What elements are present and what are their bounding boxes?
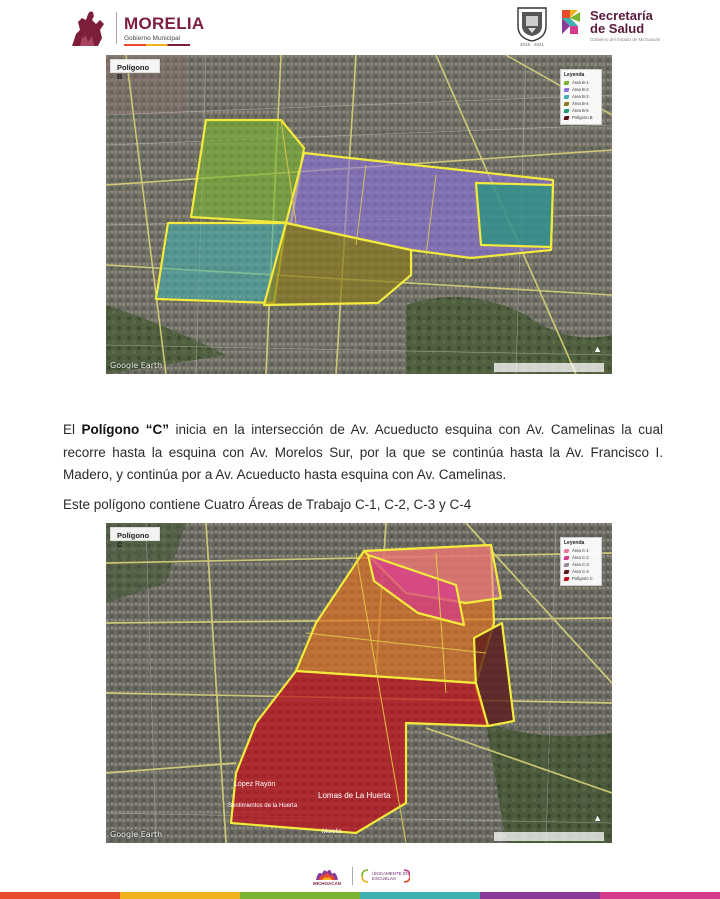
legend-label: Área B-1 bbox=[572, 80, 589, 85]
place-label-sentimientos: Sentimientos de la Huerta bbox=[228, 803, 298, 809]
polygon-b-title: Polígono B bbox=[110, 59, 160, 73]
horse-rider-crest-icon bbox=[66, 6, 110, 50]
legend-swatch-c1 bbox=[563, 549, 569, 553]
legend-item bbox=[564, 575, 598, 582]
legend-item bbox=[564, 568, 598, 575]
north-arrow-icon: ▲ bbox=[593, 344, 602, 354]
area-b3 bbox=[156, 223, 286, 303]
legend-swatch-polygon-b bbox=[563, 116, 569, 120]
place-label-lopez-rayon: López Rayón bbox=[234, 781, 276, 788]
polygon-b-legend bbox=[560, 69, 602, 125]
scale-bar bbox=[494, 363, 604, 372]
scale-bar bbox=[494, 832, 604, 841]
legend-item bbox=[564, 554, 598, 561]
legend-swatch-b1 bbox=[563, 81, 569, 85]
legend-label: Área B-4 bbox=[572, 101, 589, 106]
health-secretariat-logo bbox=[512, 4, 682, 48]
stripe-segment bbox=[480, 892, 600, 899]
polygon-c-name: Polígono “C” bbox=[81, 422, 169, 437]
health-title bbox=[590, 9, 653, 35]
legend-label: Área B-2 bbox=[572, 87, 589, 92]
state-crest-icon bbox=[514, 4, 550, 42]
footer-divider bbox=[352, 867, 353, 885]
polygon-c-title: Polígono C bbox=[110, 527, 160, 541]
legend-item bbox=[564, 547, 598, 554]
stripe-segment bbox=[240, 892, 360, 899]
legend-item bbox=[564, 79, 598, 86]
intro-prefix: El bbox=[63, 422, 82, 437]
stripe-segment bbox=[120, 892, 240, 899]
polygon-c-map bbox=[106, 523, 612, 843]
footer-color-stripe bbox=[0, 892, 720, 899]
legend-item bbox=[564, 86, 598, 93]
legend-label: Área C-4 bbox=[572, 569, 589, 574]
place-label-lomas-de-la-huerta: Lomas de La Huerta bbox=[318, 791, 391, 800]
morelia-logo bbox=[66, 6, 205, 50]
legend-item bbox=[564, 114, 598, 121]
legend-title: Leyenda bbox=[564, 540, 585, 546]
polygon-c-legend bbox=[560, 537, 602, 586]
legend-label: Polígono B bbox=[572, 115, 593, 120]
crest-years: 2015 · 2021 bbox=[519, 42, 545, 47]
polygon-b-satellite-image bbox=[106, 55, 612, 374]
legend-item bbox=[564, 93, 598, 100]
legend-swatch-c3 bbox=[563, 563, 569, 567]
place-label-morelia: Morelia bbox=[322, 829, 342, 835]
legend-label: Área B-5 bbox=[572, 108, 589, 113]
header-divider bbox=[116, 12, 117, 44]
legend-swatch-b5 bbox=[563, 109, 569, 113]
legend-label: Área C-3 bbox=[572, 562, 589, 567]
footer-logos bbox=[312, 864, 422, 888]
google-earth-watermark: Google Earth bbox=[110, 830, 163, 839]
michoacan-name: MICHOACÁN bbox=[313, 881, 341, 886]
legend-swatch-c2 bbox=[563, 556, 569, 560]
city-subtitle: Gobierno Municipal bbox=[124, 35, 181, 42]
legend-swatch-b3 bbox=[563, 95, 569, 99]
city-name: MORELIA bbox=[124, 14, 205, 33]
legend-label: Área B-3 bbox=[572, 94, 589, 99]
legend-swatch-polygon-c bbox=[563, 577, 569, 581]
program-text: ÚNICAMENTE EN ESCUELAS bbox=[372, 871, 410, 881]
stripe-segment bbox=[0, 892, 120, 899]
city-color-bar bbox=[124, 44, 190, 46]
legend-item bbox=[564, 100, 598, 107]
legend-item bbox=[564, 561, 598, 568]
health-title-line2: de Salud bbox=[590, 21, 645, 36]
google-earth-watermark: Google Earth bbox=[110, 361, 163, 370]
north-arrow-icon: ▲ bbox=[593, 813, 602, 823]
legend-title: Leyenda bbox=[564, 72, 585, 78]
health-logo-icon bbox=[558, 8, 584, 36]
legend-label: Área C-2 bbox=[572, 555, 589, 560]
area-b5 bbox=[476, 183, 553, 247]
stripe-segment bbox=[360, 892, 480, 899]
program-logo bbox=[360, 868, 410, 884]
legend-item bbox=[564, 107, 598, 114]
legend-swatch-c4 bbox=[563, 570, 569, 574]
intro-rest: inicia en la intersección de Av. Acueducto esquina con Av. Camelinas la cual recorre hasta la esquina con Av. Morelos Sur, por la que se continúa hasta la Av. Francisco I. Madero, y continúa por a Av. Acueducto hasta esquina con Av. Camelinas. bbox=[63, 422, 663, 483]
legend-label: Polígono C bbox=[572, 576, 593, 581]
area-b1 bbox=[191, 120, 304, 223]
stripe-segment bbox=[600, 892, 720, 899]
legend-label: Área C-1 bbox=[572, 548, 589, 553]
polygon-c-description bbox=[63, 419, 663, 487]
legend-swatch-b4 bbox=[563, 102, 569, 106]
polygon-b-map bbox=[106, 55, 612, 374]
work-areas-sentence: Este polígono contiene Cuatro Áreas de Trabajo C-1, C-2, C-3 y C-4 bbox=[63, 497, 472, 512]
health-subtitle: Gobierno del Estado de Michoacán bbox=[590, 37, 661, 42]
health-title-line1: Secretaría bbox=[590, 8, 653, 23]
legend-swatch-b2 bbox=[563, 88, 569, 92]
